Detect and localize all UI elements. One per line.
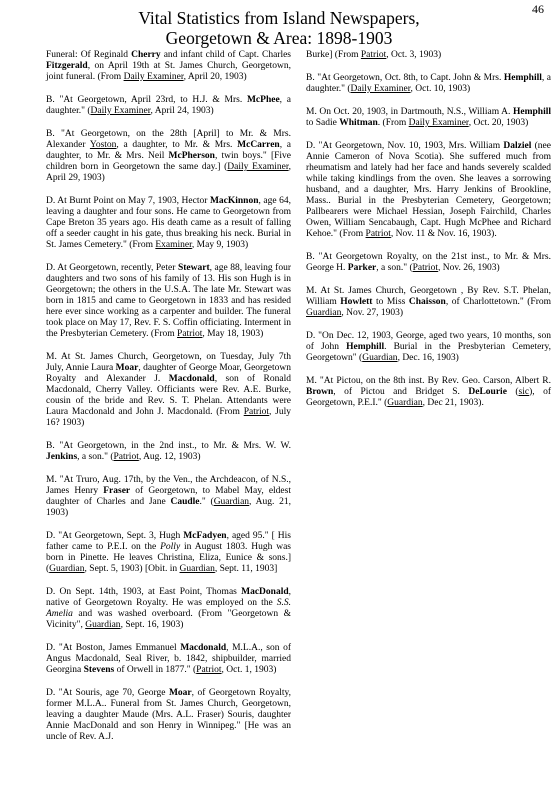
entry-text: , son of Ronald Macdonald, Cherry Valley. Officiants were Rev. A.E. Burke, cousin of the bride and Rev. S. T. Phelan. Attendants were Laura Macdonald and John J. Macdonald. (From xyxy=(46,374,291,417)
entry-text: ." ( xyxy=(199,497,214,507)
entry-text: to Sadie xyxy=(306,118,340,128)
entry-text: , a daughter." ( xyxy=(306,73,551,94)
source-name: Patriot xyxy=(412,263,438,273)
surname: McPherson xyxy=(168,151,215,161)
source-name: Daily Examiner xyxy=(90,106,151,116)
entry-text: , April 20, 1903) xyxy=(183,72,247,82)
surname: McFadyen xyxy=(183,531,227,541)
entry-text: B. "At Georgetown, Oct. 8th, to Capt. John & Mrs. xyxy=(306,73,504,83)
surname: Howlett xyxy=(340,297,373,307)
entry-text: , twin boys." [Five children born in Georgetown the same day.] ( xyxy=(46,151,291,172)
source-name: Patriot xyxy=(113,452,139,462)
source-name: sic xyxy=(518,387,530,397)
right-column xyxy=(306,50,551,421)
left-column xyxy=(46,50,291,755)
entry-text: , Aug. 21, 1903) xyxy=(46,497,291,518)
source-name: Patriot xyxy=(243,407,270,417)
surname: Moar xyxy=(115,363,139,373)
source-name: Patriot xyxy=(196,665,222,675)
entry-text: , daughter of George Moar, Georgetown Royalty and Alexander J. xyxy=(46,363,291,384)
entry-text: , Aug. 12, 1903) xyxy=(138,452,201,462)
entry xyxy=(46,688,291,743)
entry xyxy=(46,263,291,340)
source-name: Guardian xyxy=(362,353,398,363)
entry xyxy=(46,129,291,184)
entry-text: , Nov. 27, 1903) xyxy=(341,308,404,318)
entry xyxy=(306,141,551,240)
entry-text: ( xyxy=(506,387,519,397)
surname: Hemphill xyxy=(512,107,551,117)
entry xyxy=(46,643,291,676)
entry-text: in August 1803. Hugh was born in Pinette. He leaves Christina, Eliza, Eunice & sons.] ( xyxy=(46,542,291,574)
entry-text: , Sept. 11, 1903] xyxy=(214,564,278,574)
title-line-1: Vital Statistics from Island Newspapers, xyxy=(138,8,420,28)
entry-text: . (From xyxy=(377,118,409,128)
entry-text: , Sept. 5, 1903) [Obit. in xyxy=(84,564,180,574)
surname: Stevens xyxy=(83,665,115,675)
entry-text: , a daughter." ( xyxy=(46,95,291,116)
source-name: Examiner xyxy=(155,240,192,250)
surname: Dalziel xyxy=(503,141,532,151)
source-name: Guardian xyxy=(49,564,85,574)
entry-text: B. "At Georgetown, on the 28th [April] to Mr. & Mrs. Alexander xyxy=(46,129,291,150)
entry xyxy=(46,50,291,83)
surname: Hemphill xyxy=(503,73,542,83)
entry-text: , a daughter, to Mr. & Mrs. Neil xyxy=(46,140,292,161)
entry-text: , of Pictou and Bridget S. xyxy=(333,387,469,397)
source-name: Daily Examiner xyxy=(123,72,184,82)
source-name: Patriot xyxy=(360,50,387,60)
entry-text: D. On Sept. 14th, 1903, at East Point, Thomas xyxy=(46,587,242,597)
surname: McPhee xyxy=(246,95,280,105)
entry-text: , May 18, 1903) xyxy=(202,329,264,339)
source-name: Daily Examiner xyxy=(350,84,411,94)
entry-text: M. "At Pictou, on the 8th inst. By Rev. Geo. Carson, Albert R. xyxy=(306,376,551,386)
surname: Fraser xyxy=(103,486,131,496)
entry xyxy=(306,50,551,61)
surname: Whitman xyxy=(339,118,378,128)
entry-text: D. "On Dec. 12, 1903, George, aged two years, 10 months, son of John xyxy=(306,331,551,352)
entry xyxy=(46,352,291,429)
entry-text: D. "At Georgetown, Nov. 10, 1903, Mrs. William xyxy=(306,141,504,151)
entry xyxy=(46,587,291,631)
surname: Fitzgerald xyxy=(46,61,88,71)
entry-text: D. At Georgetown, recently, Peter xyxy=(46,263,178,273)
surname: Hemphill xyxy=(346,342,385,352)
entry-text: D. "At Souris, age 70, George xyxy=(46,688,169,698)
surname: Stewart xyxy=(177,263,210,273)
entry-text: to Miss xyxy=(372,297,409,307)
surname: Cherry xyxy=(131,50,161,60)
entry-text: , Dec 21, 1903). xyxy=(422,398,484,408)
entry-text: M. "At Truro, Aug. 17th, by the Ven., the Archdeacon, of N.S., James Henry xyxy=(46,475,291,496)
entry-text: . Burial in the Presbyterian Cemetery, Georgetown" ( xyxy=(306,342,551,363)
entry-text: B. "At Georgetown, April 23rd, to H.J. & Mrs. xyxy=(46,95,247,105)
surname: Brown xyxy=(306,387,334,397)
entry-text: , April 24, 1903) xyxy=(150,106,214,116)
surname: Caudle xyxy=(170,497,200,507)
entry xyxy=(306,252,551,274)
entry xyxy=(306,73,551,95)
entry-text: B. "At Georgetown, in the 2nd inst., to Mr. & Mrs. W. W. xyxy=(46,441,291,451)
entry-text: M. At St. James Church, Georgetown, on Tuesday, July 7th July, Annie Laura xyxy=(46,352,291,373)
entry-text: Funeral: Of Reginald xyxy=(46,50,132,60)
entry-text: , Nov. 26, 1903) xyxy=(437,263,500,273)
entry-text: , age 64, leaving a daughter and four sons. He came to Georgetown from Cape Breton 35 years ago. His death came as a result of falling off a seeder caught in his gate, thus breaking his neck. Burial in St. James Cemetery." (From xyxy=(46,196,291,250)
source-name: Guardian xyxy=(213,497,250,507)
source-name: Guardian xyxy=(179,564,215,574)
entry xyxy=(46,441,291,463)
entry-text: and was washed overboard. (From "Georgetown & Vicinity", xyxy=(46,609,291,630)
entry xyxy=(46,531,291,575)
entry-text: , native of Georgetown Royalty. He was employed on the xyxy=(46,587,291,608)
surname: Macdonald xyxy=(168,374,215,384)
entry-text: , Dec. 16, 1903) xyxy=(397,353,459,363)
entry-text: ), of Georgetown, P.E.I." ( xyxy=(306,387,551,408)
entry-text: , M.L.A., son of Angus Macdonald, Seal River, b. 1842, shipbuilder, married Georgina xyxy=(46,643,291,675)
source-name: Daily Examiner xyxy=(408,118,469,128)
entry-text: , a daughter, to Mr. & Mrs. xyxy=(116,140,238,150)
entry xyxy=(306,376,551,409)
source-name: Yoston xyxy=(89,140,117,150)
italic-name: S.S. Amelia xyxy=(46,598,291,619)
entry-text: , a son." ( xyxy=(77,452,114,462)
surname: MacDonald xyxy=(241,587,289,597)
source-name: Guardian xyxy=(85,620,121,630)
entry xyxy=(306,107,551,129)
source-name: Patriot xyxy=(177,329,203,339)
entry-text: , May 9, 1903) xyxy=(191,240,249,250)
entry-text: , Nov. 11 & Nov. 16, 1903). xyxy=(390,229,497,239)
entry-text: D. "At Boston, James Emmanuel xyxy=(46,643,181,653)
surname: MacKinnon xyxy=(209,196,259,206)
page-title xyxy=(0,8,558,48)
entry-text: , April 29, 1903) xyxy=(46,162,291,183)
surname: DeLourie xyxy=(468,387,507,397)
entry-text: D. "At Georgetown, Sept. 3, Hugh xyxy=(46,531,184,541)
source-name: Daily Examiner xyxy=(227,162,289,172)
entry-text: B. "At Georgetown Royalty, on the 21st inst., to Mr. & Mrs. George H. xyxy=(306,252,551,273)
entry-text: (nee Annie Cameron of Nova Scotia). She suffered much from rheumatism and lately had her face and hands severely scalded while taking kindlings from the oven. She leaves a sorrowing husband, and a daughter, Mrs. Harry Jenkins of Brookline, Mass.. Burial in the Presbyterian Cemetery, Georgetown; Pallbearers were Michael Hessian, Joseph Fairchild, Charles Owen, William Sencabaugh, Capt. Hugh McPhee and Richard Kehoe." (From xyxy=(306,141,551,239)
entry-text: M. On Oct. 20, 1903, in Dartmouth, N.S., William A. xyxy=(306,107,513,117)
entry-text: , of Georgetown Royalty, former M.L.A.. Funeral from St. James Church, Georgetown, leaving a daughter Maude (Mrs. A.L. Fraser) Souris, daughter Annie MacDonald and son Henry in Winnipeg." [He was an uncle of Rev. A.J. xyxy=(46,688,291,742)
entry-text: of Georgetown, to Mabel May, eldest daughter of Charles and Jane xyxy=(46,486,291,507)
entry-text: Burke] (From xyxy=(306,50,361,60)
entry-text: , Sept. 16, 1903) xyxy=(120,620,184,630)
entry xyxy=(306,331,551,364)
entry-text: , on April 19th at St. James Church, Georgetown, joint funeral. (From xyxy=(46,61,291,82)
entry-text: , aged 95." [ His father came to P.E.I. on the xyxy=(46,531,292,552)
surname: Parker xyxy=(347,263,377,273)
entry-text: M. At St. James Church, Georgetown , By Rev. S.T. Phelan, William xyxy=(306,286,551,307)
source-name: Guardian xyxy=(306,308,342,318)
entry xyxy=(46,196,291,251)
entry xyxy=(306,286,551,319)
entry-text: , of Charlottetown." (From xyxy=(445,297,551,307)
entry-text: , age 88, leaving four daughters and two sons of his family of 13. His son Hugh is in Georgetown; the others in the U.S.A. The late Mr. Stewart was born in 1815 and came to Georgetown in 1833 and has resided here ever since working as a carpenter and builder. The funeral took place on May 17, Rev. F. S. Coffin officiating. Interment in the Presbyterian Cemetery. (From xyxy=(46,263,291,339)
source-name: Guardian xyxy=(387,398,423,408)
italic-name: Polly xyxy=(160,542,181,552)
entry-text: , a son." ( xyxy=(376,263,413,273)
entry xyxy=(46,475,291,519)
surname: Macdonald xyxy=(180,643,227,653)
surname: Moar xyxy=(168,688,192,698)
entry-text: , Oct. 10, 1903) xyxy=(410,84,471,94)
entry-text: and infant child of Capt. Charles xyxy=(160,50,292,60)
entry-text: , Oct. 1, 1903) xyxy=(221,665,277,675)
entry-text: , Oct. 3, 1903) xyxy=(386,50,442,60)
entry-text: , July 16? 1903) xyxy=(46,407,292,428)
surname: McCarren xyxy=(237,140,280,150)
entry-text: D. At Burnt Point on May 7, 1903, Hector xyxy=(46,196,210,206)
source-name: Patriot xyxy=(365,229,391,239)
entry-text: , Oct. 20, 1903) xyxy=(468,118,529,128)
surname: Jenkins xyxy=(46,452,78,462)
entry xyxy=(46,95,291,117)
title-line-2: Georgetown & Area: 1898-1903 xyxy=(165,28,393,48)
page-number: 46 xyxy=(532,2,544,16)
surname: Chaisson xyxy=(408,297,446,307)
entry-text: of Orwell in 1877." ( xyxy=(114,665,197,675)
